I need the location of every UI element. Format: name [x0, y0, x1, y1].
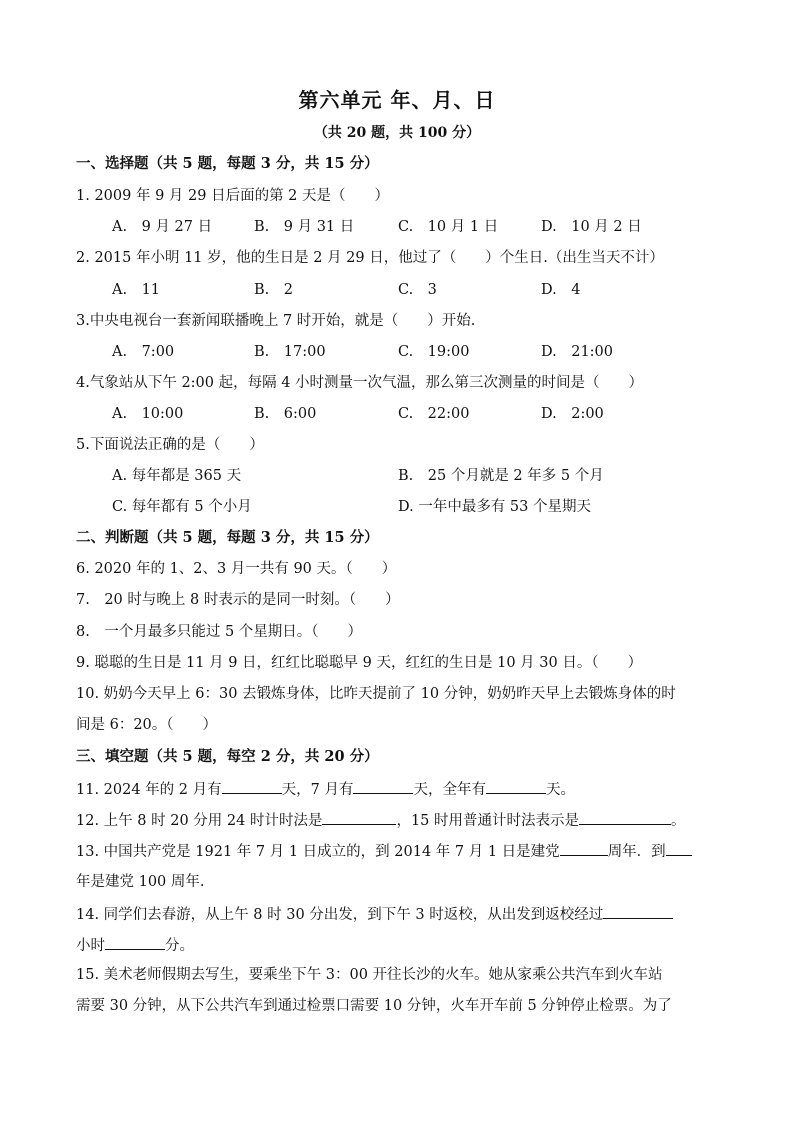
question-1-option-a: A. 9 月 27 日 [112, 219, 213, 235]
question-11-text-3: 天，全年有 [413, 782, 486, 798]
question-14-text-2: 小时 [76, 938, 105, 954]
question-13-text-2: 周年．到 [607, 844, 666, 860]
question-13-line-2: 年是建党 100 周年. [76, 874, 205, 890]
question-11 [76, 778, 575, 800]
question-3-option-b: B. 17:00 [254, 344, 326, 360]
question-6: 6. 2020 年的 1、2、3 月一共有 90 天。（ ） [76, 561, 397, 577]
answer-blank[interactable] [666, 840, 692, 856]
question-3-option-d: D. 21:00 [541, 344, 614, 360]
answer-blank[interactable] [353, 778, 413, 794]
question-4-option-c: C. 22:00 [398, 406, 470, 422]
question-10-line-2: 间是 6：20。（ ） [76, 717, 218, 733]
question-7: 7. 20 时与晚上 8 时表示的是同一时刻。（ ） [76, 592, 400, 608]
question-4-stem: 4.气象站从下午 2:00 起，每隔 4 小时测量一次气温，那么第三次测量的时间是（ ） [76, 375, 644, 391]
question-5-option-d: D. 一年中最多有 53 个星期天 [398, 499, 591, 515]
question-5-option-c: C. 每年都有 5 个小月 [112, 499, 252, 515]
question-4-option-d: D. 2:00 [541, 406, 604, 422]
answer-blank[interactable] [222, 778, 282, 794]
answer-blank[interactable] [560, 840, 608, 856]
question-12-text-3: 。 [671, 813, 686, 829]
question-3-option-c: C. 19:00 [398, 344, 470, 360]
question-9: 9. 聪聪的生日是 11 月 9 日，红红比聪聪早 9 天，红红的生日是 10 月 30 日。（ ） [76, 655, 643, 671]
section-heading-judge: 二、判断题（共 5 题，每题 3 分，共 15 分） [76, 529, 379, 546]
question-2-stem: 2. 2015 年小明 11 岁，他的生日是 2 月 29 日，他过了（ ）个生日.（出生当天不计） [76, 250, 664, 266]
question-1-option-b: B. 9 月 31 日 [254, 219, 355, 235]
question-2-option-d: D. 4 [541, 282, 581, 298]
question-12-text-2: ，15 时用普通计时法表示是 [396, 813, 580, 829]
answer-blank[interactable] [105, 934, 165, 950]
section-heading-fill: 三、填空题（共 5 题，每空 2 分，共 20 分） [76, 748, 379, 765]
question-5-stem: 5.下面说法正确的是（ ） [76, 437, 264, 453]
question-2-option-c: C. 3 [398, 282, 437, 298]
question-14-text-3: 分。 [165, 938, 194, 954]
question-12 [76, 809, 686, 831]
question-14-text-1: 14. 同学们去春游，从上午 8 时 30 分出发，到下午 3 时返校，从出发到返校经过 [76, 907, 604, 923]
answer-blank[interactable] [322, 809, 396, 825]
question-12-text-1: 12. 上午 8 时 20 分用 24 时计时法是 [76, 813, 323, 829]
question-5-option-b: B. 25 个月就是 2 年多 5 个月 [398, 468, 604, 484]
page-subtitle: （共 20 题，共 100 分） [313, 125, 481, 141]
question-1-stem: 1. 2009 年 9 月 29 日后面的第 2 天是（ ） [76, 188, 390, 204]
answer-blank[interactable] [603, 903, 673, 919]
question-15-line-1: 15. 美术老师假期去写生，要乘坐下午 3：00 开往长沙的火车。她从家乘公共汽车到火车站 [76, 967, 663, 983]
section-heading-choice: 一、选择题（共 5 题，每题 3 分，共 15 分） [76, 155, 379, 172]
page-title: 第六单元 年、月、日 [298, 88, 496, 112]
question-14-line-2 [76, 934, 194, 956]
question-4-option-b: B. 6:00 [254, 406, 317, 422]
question-3-stem: 3.中央电视台一套新闻联播晚上 7 时开始，就是（ ）开始. [76, 313, 476, 329]
question-1-option-d: D. 10 月 2 日 [541, 219, 642, 235]
question-4-option-a: A. 10:00 [112, 406, 184, 422]
answer-blank[interactable] [486, 778, 546, 794]
question-11-text-4: 天。 [545, 782, 575, 798]
question-5-option-a: A. 每年都是 365 天 [112, 468, 242, 484]
question-15-line-2: 需要 30 分钟，从下公共汽车到通过检票口需要 10 分钟，火车开车前 5 分钟停止检票。为了 [76, 998, 672, 1014]
question-10-line-1: 10. 奶奶今天早上 6：30 去锻炼身体，比昨天提前了 10 分钟，奶奶昨天早上去锻炼身体的时 [76, 686, 676, 702]
question-1-option-c: C. 10 月 1 日 [398, 219, 499, 235]
answer-blank[interactable] [579, 809, 671, 825]
question-3-option-a: A. 7:00 [112, 344, 175, 360]
question-2-option-a: A. 11 [112, 282, 161, 298]
question-13-text-1: 13. 中国共产党是 1921 年 7 月 1 日成立的，到 2014 年 7 月 1 日是建党 [76, 844, 560, 860]
question-11-text-2: 天，7 月有 [281, 782, 354, 798]
question-2-option-b: B. 2 [254, 282, 293, 298]
question-8: 8. 一个月最多只能过 5 个星期日。（ ） [76, 624, 363, 640]
question-14-line-1 [76, 903, 673, 925]
question-11-text-1: 11. 2024 年的 2 月有 [76, 782, 222, 798]
question-13-line-1 [76, 840, 692, 862]
